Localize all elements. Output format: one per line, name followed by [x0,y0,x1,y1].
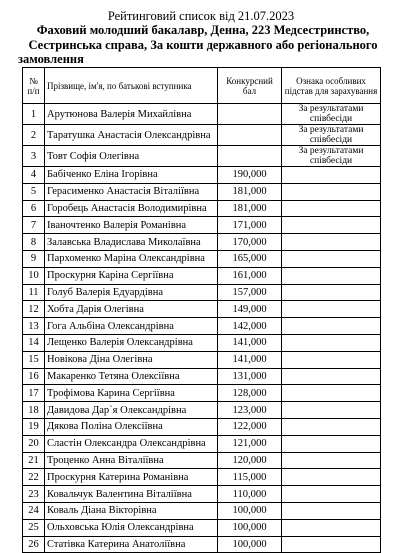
cell-num: 12 [23,301,45,318]
cell-num: 13 [23,318,45,335]
cell-mark [282,536,381,553]
cell-mark [282,486,381,503]
table-row [23,125,381,146]
cell-mark: За результатами співбесіди [282,125,381,146]
cell-num: 1 [23,104,45,125]
cell-score: 190,000 [218,167,282,184]
cell-mark [282,217,381,234]
cell-name: Арутюнова Валерія Михайлівна [45,104,218,125]
document-subtitle [18,23,388,67]
table-row [23,217,381,234]
cell-mark [282,284,381,301]
table-row [23,301,381,318]
cell-score: 181,000 [218,183,282,200]
cell-mark [282,435,381,452]
cell-mark [282,351,381,368]
table-row [23,284,381,301]
cell-num: 25 [23,519,45,536]
table-row [23,183,381,200]
cell-score: 115,000 [218,469,282,486]
cell-mark [282,200,381,217]
cell-num: 11 [23,284,45,301]
cell-name: Статівка Катерина Анатоліївна [45,536,218,553]
cell-name: Залавська Владислава Миколаївна [45,234,218,251]
cell-name: Новікова Діна Олегівна [45,351,218,368]
cell-score [218,146,282,167]
cell-num: 17 [23,385,45,402]
cell-mark [282,183,381,200]
cell-score: 170,000 [218,234,282,251]
cell-mark: За результатами співбесіди [282,104,381,125]
cell-score: 123,000 [218,402,282,419]
cell-name: Горобець Анастасія Володимирівна [45,200,218,217]
cell-name: Іваночтенко Валерія Романівна [45,217,218,234]
cell-score: 165,000 [218,250,282,267]
cell-name: Таратушка Анастасія Олександрівна [45,125,218,146]
cell-num: 15 [23,351,45,368]
cell-mark [282,452,381,469]
table-row [23,318,381,335]
cell-num: 6 [23,200,45,217]
cell-mark [282,334,381,351]
cell-num: 10 [23,267,45,284]
cell-mark [282,250,381,267]
cell-name: Троценко Анна Віталіївна [45,452,218,469]
cell-mark [282,418,381,435]
table-row [23,234,381,251]
cell-name: Гога Альбіна Олександрівна [45,318,218,335]
cell-score: 149,000 [218,301,282,318]
cell-num: 3 [23,146,45,167]
table-row [23,502,381,519]
table-row [23,146,381,167]
cell-score: 142,000 [218,318,282,335]
header-name: Прізвище, ім'я, по батькові вступника [45,68,218,104]
cell-num: 8 [23,234,45,251]
header-mark: Ознака особливих підстав для зарахування [282,68,381,104]
cell-num: 5 [23,183,45,200]
cell-name: Товт Софія Олегівна [45,146,218,167]
cell-name: Ковальчук Валентина Віталіївна [45,486,218,503]
cell-mark [282,385,381,402]
table-row [23,104,381,125]
table-row [23,250,381,267]
cell-name: Проскурня Катерина Романівна [45,469,218,486]
cell-name: Давидова Дар`я Олександрівна [45,402,218,419]
cell-num: 18 [23,402,45,419]
table-row [23,536,381,553]
table-header-row [23,68,381,104]
cell-num: 7 [23,217,45,234]
cell-num: 9 [23,250,45,267]
cell-name: Ольховська Юлія Олександрівна [45,519,218,536]
cell-score: 161,000 [218,267,282,284]
ranking-table [22,67,381,553]
cell-num: 21 [23,452,45,469]
cell-num: 20 [23,435,45,452]
table-row [23,200,381,217]
table-row [23,486,381,503]
cell-name: Трофімова Карина Сергіївна [45,385,218,402]
table-row [23,334,381,351]
table-row [23,167,381,184]
cell-score: 131,000 [218,368,282,385]
cell-mark [282,368,381,385]
cell-name: Дякова Поліна Олексіївна [45,418,218,435]
table-row [23,267,381,284]
cell-score: 122,000 [218,418,282,435]
cell-num: 4 [23,167,45,184]
cell-mark [282,318,381,335]
table-row [23,469,381,486]
cell-num: 24 [23,502,45,519]
cell-score: 141,000 [218,334,282,351]
cell-num: 22 [23,469,45,486]
table-row [23,351,381,368]
cell-name: Хобта Дарія Олегівна [45,301,218,318]
cell-score: 120,000 [218,452,282,469]
table-body [23,104,381,553]
cell-score: 181,000 [218,200,282,217]
cell-name: Герасименко Анастасія Віталіївна [45,183,218,200]
table-row [23,402,381,419]
cell-score: 100,000 [218,536,282,553]
header-num: № п/п [23,68,45,104]
cell-name: Бабіченко Еліна Ігорівна [45,167,218,184]
cell-num: 14 [23,334,45,351]
subtitle-main: Фаховий молодший бакалавр, Денна, 223 Медсестринство, Сестринська справа, За кошти державного або регіонального [28,23,378,52]
cell-score: 100,000 [218,519,282,536]
cell-num: 16 [23,368,45,385]
cell-score [218,125,282,146]
cell-score: 171,000 [218,217,282,234]
cell-name: Проскурня Каріна Сергіївна [45,267,218,284]
cell-score: 141,000 [218,351,282,368]
cell-score: 157,000 [218,284,282,301]
cell-mark [282,301,381,318]
cell-name: Коваль Діана Вікторівна [45,502,218,519]
cell-score: 128,000 [218,385,282,402]
table-row [23,452,381,469]
cell-score: 121,000 [218,435,282,452]
table-row [23,368,381,385]
table-row [23,435,381,452]
header-score: Конкурсний бал [218,68,282,104]
cell-mark [282,167,381,184]
cell-num: 23 [23,486,45,503]
cell-score: 110,000 [218,486,282,503]
cell-name: Голуб Валерія Едуардівна [45,284,218,301]
cell-mark: За результатами співбесіди [282,146,381,167]
cell-name: Лещенко Валерія Олександрівна [45,334,218,351]
cell-name: Пархоменко Маріна Олександрівна [45,250,218,267]
cell-name: Макаренко Тетяна Олексіївна [45,368,218,385]
cell-mark [282,402,381,419]
cell-num: 19 [23,418,45,435]
cell-score: 100,000 [218,502,282,519]
cell-num: 2 [23,125,45,146]
cell-mark [282,267,381,284]
cell-name: Сластін Олександра Олександрівна [45,435,218,452]
table-row [23,418,381,435]
table-row [23,385,381,402]
cell-mark [282,469,381,486]
subtitle-last: замовлення [18,52,84,66]
cell-mark [282,234,381,251]
cell-mark [282,502,381,519]
document-title: Рейтинговий список від 21.07.2023 [107,9,295,23]
cell-num: 26 [23,536,45,553]
cell-score [218,104,282,125]
